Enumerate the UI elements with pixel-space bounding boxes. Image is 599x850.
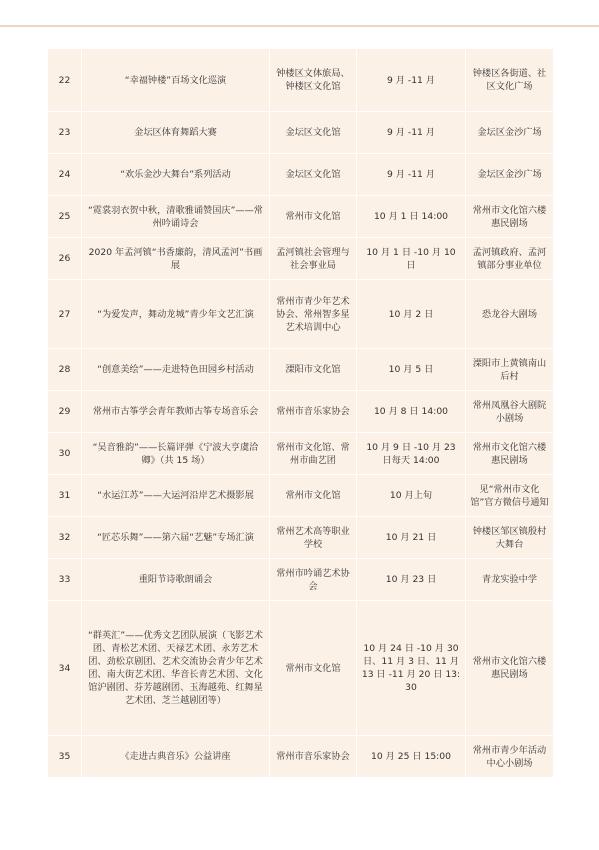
event-time: 10 月 1 日 -10 月 10 日 — [357, 238, 466, 280]
header-rule — [0, 25, 599, 27]
event-time: 9 月 -11 月 — [357, 49, 466, 112]
event-time: 10 月 2 日 — [357, 280, 466, 349]
event-time: 10 月 21 日 — [357, 517, 466, 559]
row-number: 25 — [48, 196, 82, 238]
venue: 金坛区金沙广场 — [466, 112, 554, 154]
organizer: 常州市音乐家协会 — [270, 736, 357, 778]
table-row — [48, 280, 554, 349]
table-row — [48, 559, 554, 601]
organizer: 常州市文化馆 — [270, 196, 357, 238]
event-name: “欢乐金沙大舞台”系列活动 — [82, 154, 270, 196]
organizer: 常州市文化馆 — [270, 601, 357, 736]
event-name: “为爱发声，舞动龙城”青少年文艺汇演 — [82, 280, 270, 349]
table-row — [48, 196, 554, 238]
table-row — [48, 736, 554, 778]
row-number: 30 — [48, 433, 82, 475]
organizer: 常州市文化馆 — [270, 475, 357, 517]
event-name: “群英汇”——优秀文艺团队展演（飞影艺术团、青松艺术团、天禄艺术团、永芳艺术团、劲松京剧团、艺术交流协会青少年艺术团、南大街艺术团、华音长青艺术团、文化馆沪剧团、芬芳越剧团、玉海越苑、红舞星艺术团、芝兰越剧团等） — [82, 601, 270, 736]
venue: 金坛区金沙广场 — [466, 154, 554, 196]
event-time: 10 月 24 日 -10 月 30 日、11 月 3 日、11 月 13 日 -11 月 20 日 13:30 — [357, 601, 466, 736]
event-time: 10 月 25 日 15:00 — [357, 736, 466, 778]
organizer: 溧阳市文化馆 — [270, 349, 357, 391]
row-number: 31 — [48, 475, 82, 517]
event-time: 10 月 1 日 14:00 — [357, 196, 466, 238]
event-time: 10 月上旬 — [357, 475, 466, 517]
venue: 恐龙谷大剧场 — [466, 280, 554, 349]
table-row — [48, 112, 554, 154]
organizer: 常州市文化馆、常州市曲艺团 — [270, 433, 357, 475]
venue: 常州市文化馆六楼惠民剧场 — [466, 196, 554, 238]
venue: 钟楼区各街道、社区文化广场 — [466, 49, 554, 112]
event-name: “匠芯乐舞”——第六届“艺魅”专场汇演 — [82, 517, 270, 559]
event-name: 金坛区体育舞蹈大赛 — [82, 112, 270, 154]
event-name: “幸福钟楼”百场文化巡演 — [82, 49, 270, 112]
table-row — [48, 238, 554, 280]
row-number: 26 — [48, 238, 82, 280]
table-row — [48, 391, 554, 433]
event-time: 10 月 23 日 — [357, 559, 466, 601]
organizer: 常州市吟诵艺术协会 — [270, 559, 357, 601]
row-number: 29 — [48, 391, 82, 433]
row-number: 33 — [48, 559, 82, 601]
event-name: “水运江苏”——大运河沿岸艺术摄影展 — [82, 475, 270, 517]
events-table — [47, 48, 554, 778]
event-time: 10 月 5 日 — [357, 349, 466, 391]
row-number: 27 — [48, 280, 82, 349]
venue: 钟楼区邹区镇殷村大舞台 — [466, 517, 554, 559]
organizer: 孟河镇社会管理与社会事业局 — [270, 238, 357, 280]
event-name: 重阳节诗歌朗诵会 — [82, 559, 270, 601]
event-time: 10 月 9 日 -10 月 23 日每天 14:00 — [357, 433, 466, 475]
row-number: 28 — [48, 349, 82, 391]
row-number: 24 — [48, 154, 82, 196]
table-row — [48, 517, 554, 559]
event-time: 10 月 8 日 14:00 — [357, 391, 466, 433]
row-number: 32 — [48, 517, 82, 559]
row-number: 22 — [48, 49, 82, 112]
row-number: 35 — [48, 736, 82, 778]
event-time: 9 月 -11 月 — [357, 112, 466, 154]
venue: 常州市青少年活动中心小剧场 — [466, 736, 554, 778]
venue: 常州市文化馆六楼惠民剧场 — [466, 601, 554, 736]
row-number: 23 — [48, 112, 82, 154]
venue: 溧阳市上黄镇南山后村 — [466, 349, 554, 391]
event-name: 《走进古典音乐》公益讲座 — [82, 736, 270, 778]
organizer: 常州市青少年艺术协会、常州智多星艺术培训中心 — [270, 280, 357, 349]
venue: 常州市文化馆六楼惠民剧场 — [466, 433, 554, 475]
organizer: 钟楼区文体旅局、钟楼区文化馆 — [270, 49, 357, 112]
organizer: 常州艺术高等职业学校 — [270, 517, 357, 559]
organizer: 金坛区文化馆 — [270, 154, 357, 196]
venue: 青龙实验中学 — [466, 559, 554, 601]
event-name: 常州市古筝学会青年教师古筝专场音乐会 — [82, 391, 270, 433]
table-row — [48, 349, 554, 391]
organizer: 金坛区文化馆 — [270, 112, 357, 154]
venue: 孟河镇政府、孟河镇部分事业单位 — [466, 238, 554, 280]
organizer: 常州市音乐家协会 — [270, 391, 357, 433]
event-name: 2020 年孟河镇“书香廉韵，清风孟河”书画展 — [82, 238, 270, 280]
venue: 见“常州市文化馆”官方微信号通知 — [466, 475, 554, 517]
table-row — [48, 154, 554, 196]
event-time: 9 月 -11 月 — [357, 154, 466, 196]
event-name: “吴音雅韵”——长篇评弹《宁波大亨虞洽卿》（共 15 场） — [82, 433, 270, 475]
table-row — [48, 475, 554, 517]
table-row — [48, 49, 554, 112]
event-name: “创意美绘”——走进特色田园乡村活动 — [82, 349, 270, 391]
table-row — [48, 433, 554, 475]
venue: 常州凤凰谷大剧院小剧场 — [466, 391, 554, 433]
event-name: “霓裳羽衣贺中秋，清歌雅诵赞国庆”——常州吟诵诗会 — [82, 196, 270, 238]
row-number: 34 — [48, 601, 82, 736]
table-row — [48, 601, 554, 736]
